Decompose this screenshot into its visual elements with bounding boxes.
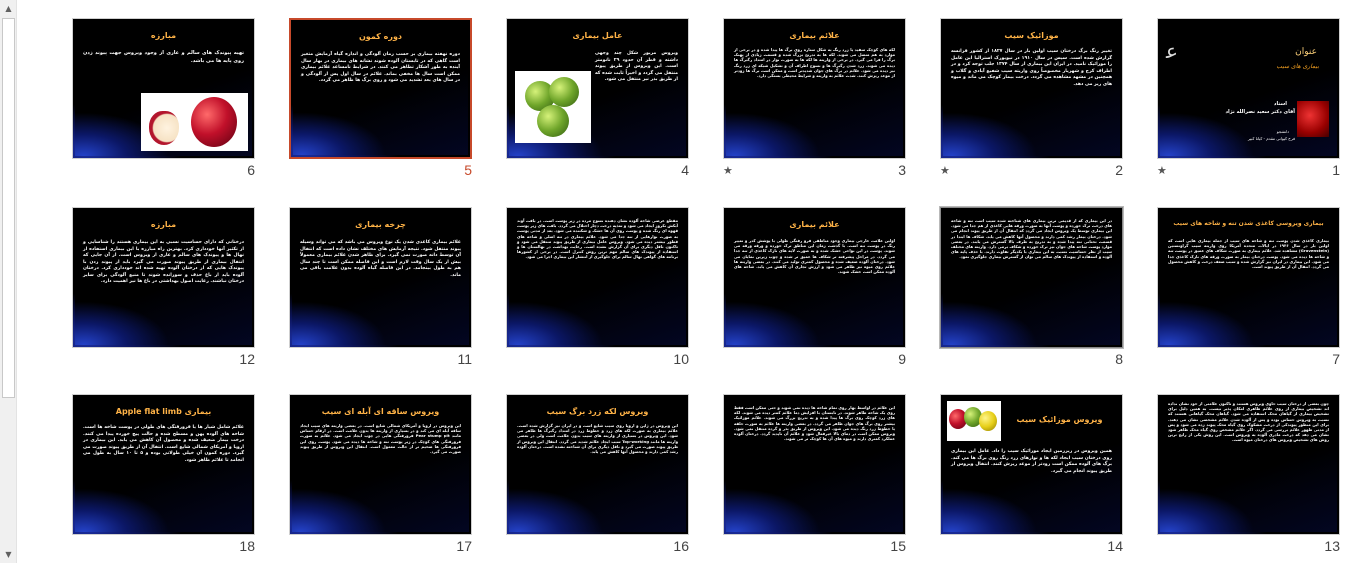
slide-number: 4 xyxy=(681,162,689,178)
slide-number: 1 xyxy=(1332,162,1340,178)
slide-item-12[interactable] xyxy=(72,207,289,382)
slide-body: تغییر رنگ برگ درختان سیب اولین بار در سال ۱۸۲۷ از کشور فرانسه گزارش شده است. سپس در سال ۱۹۱۰ در نیویورک استرالیا این عامل را موزائیک نامید. در ایران این بیماری از سال ۱۳۷۴ جلب توجه کرد و در اطراف کرج و شهریار مخصوصاً روی واریته سیب شفیع آبادی و گلاب و همچنین در مشهد مشاهده می گردد. درخت بیمار کوچک می ماند و میوه های ریز می دهد. xyxy=(951,49,1112,87)
slide-thumbnail[interactable] xyxy=(289,394,472,535)
slide-thumbnail[interactable] xyxy=(1157,18,1340,159)
slide-title: مبارزه xyxy=(150,220,177,229)
slide-title: بیماری Apple flat limb xyxy=(115,407,212,416)
transition-star-icon: ★ xyxy=(723,164,733,177)
slide-number: 9 xyxy=(898,351,906,367)
slide-item-2[interactable] xyxy=(940,18,1157,193)
slide-body: علائم شامل شیار ها یا فرورفتگی های طولی در پوست شاخه ها است. شاخه های آلوده پهن و مسطح شده و حالت پیچ خورده پیدا می کنند. درخت بیمار ضعیف شده و محصول آن کاهش می یابد. این بیماری در اروپا و آمریکای شمالی شایع است. انتقال آن از طریق پیوند صورت می گیرد. دوره کمون آن خیلی طولانی بوده و ۵ تا ۱۰ سال به طول می انجامد تا علائم ظاهر شود. xyxy=(83,425,244,463)
slide-title: عامل بیماری xyxy=(572,31,623,40)
slide-body: درختانی که دارای حساسیت نسبی به این بیماری هستند را شناسایی و از تکثیر آنها خودداری کرد. بهترین راه مبارزه با این بیماری استفاده از نهال ها و پیوندک های سالم و عاری از ویروس است. از آن جایی که انتقال بیماری از طریق پیوند صورت می گیرد باید از پیوند زدن با پیوندک هایی که از درختان آلوده تهیه شده اند خودداری کرد. درختان آلوده باید از باغ حذف و سوزانده شوند تا منبع آلودگی برای سایر درختان نباشند. رعایت اصول بهداشتی در باغ ها نیز اهمیت دارد. xyxy=(83,240,244,284)
green-apples-image xyxy=(515,71,591,143)
slide-body: همین ویروس در زیرزمین ایجاد موزائیک سیب را داد. عامل این بیماری روی درختان سیب ایجاد لکه ها و نوارهای زرد رنگ روی برگ ها می کند. برگ های آلوده ممکن است زودتر از موعد ریزش کنند. انتقال ویروس از طریق پیوند انجام می گیرد. xyxy=(951,449,1112,474)
slide-title: چرخه بیماری xyxy=(355,220,406,229)
slide-body: این ویروس در ژاپن و اروپا روی سیب شایع است و در ایران نیز گزارش شده است. علائم بیماری به صورت لکه های زرد و خطوط زرد در امتداد رگبرگ ها ظاهر می شود. این ویروس در بسیاری از واریته های سیب بدون علامت است ولی در بعضی واریته ها مانند Top-working سبب ایجاد علائم شدید می گردد. انتقال این ویروس از طریق پیوند صورت می گیرد و ناقل دیگری برای آن شناخته نشده است. درختان آلوده رشد کمی دارند و محصول آنها کاهش می یابد. xyxy=(517,423,678,455)
slide-title: دوره کمون xyxy=(358,32,403,41)
slide-thumbnail[interactable] xyxy=(723,18,906,159)
slide-body: علائم بیماری کاغذی شدن یک نوع ویروس می باشد که می تواند وسیله پیوند منتقل شود. نتیجه آزمایش های مختلف نشان داده است که انتقال آن توسط دانه صورت نمی گیرد. برای ظاهر شدن علائم بیماری معمولاً بیش از یک سال وقت لازم است و این فاصله ممکن است تا چند سال هم به طول بینجامد. در این فاصله گیاه آلوده بدون علامت باقی می ماند. xyxy=(300,240,461,278)
slide-number: 11 xyxy=(457,351,472,367)
slide-thumbnail[interactable] xyxy=(940,18,1123,159)
slide-number: 3 xyxy=(898,162,906,178)
slide-item-4[interactable] xyxy=(506,18,723,193)
slide-body: تهیه پیوندک های سالم و عاری از وجود ویروس جهت پیوند زدن روی پایه ها می باشد. xyxy=(83,50,244,64)
slide-number: 18 xyxy=(239,538,255,554)
slide-text: فرح کیوانی مقدم - کیانا کبیر xyxy=(1247,136,1295,141)
slide-item-14[interactable] xyxy=(940,394,1157,563)
scroll-up-arrow-icon[interactable]: ▲ xyxy=(1,1,16,16)
slide-body: مقطع عرضی شاخه آلوده نشان دهنده نسوج مرده در زیر پوست است. در بافت آوند آبکش نکروز ایجاد می شود و تغذیه درخت دچار اختلال می گردد. بافت های زیر پوست قهوه ای رنگ شده و پوست روی آن ها خشک و شکننده می شود. بعد از مدتی پوست به صورت نوارهایی از تنه جدا می شود. علائم بیماری در تنه اصلی و شاخه های قطور بیشتر دیده می شود. ویروس عامل بیماری از طریق پیوند منتقل می شود و تاکنون ناقل دیگری برای آن گزارش نشده است. رعایت بهداشت در نهالستان ها و استفاده از پیوندک های سالم مهم ترین روش کنترل است. در برخی از کشورها برنامه های گواهی نهال سالم برای جلوگیری از انتشار این بیماری اجرا می شود. xyxy=(517,218,678,260)
slide-thumbnail[interactable] xyxy=(940,394,1123,535)
slide-thumbnail[interactable] xyxy=(940,207,1123,348)
slide-item-18[interactable] xyxy=(72,394,289,563)
scroll-down-arrow-icon[interactable]: ▼ xyxy=(1,547,16,562)
slide-item-6[interactable] xyxy=(72,18,289,193)
slide-thumbnail[interactable] xyxy=(1157,207,1340,348)
red-apple-image xyxy=(141,93,248,151)
slide-text: آقای دکتر سعید نصرالله نژاد xyxy=(1225,109,1295,115)
slide-title: علائم بیماری xyxy=(789,31,840,40)
slide-title: موزائیک سیب xyxy=(1004,31,1059,40)
slide-title: مبارزه xyxy=(150,31,177,40)
transition-star-icon: ★ xyxy=(940,164,950,177)
slide-item-13[interactable] xyxy=(1157,394,1366,563)
slide-body: این علائم در اواسط بهار روی تمام شاخه ها دیده نمی شوند و حتی ممکن است فقط روی یک شاخه ظاهر شوند. در تابستان با افزایش دما علائم کمتر دیده می شوند. لکه های زرد کوچک روی برگ ها پیدا شده و به تدریج بزرگ می شوند. علائم موزائیک بیشتر روی برگ های جوان ظاهر می گردد. در بعضی واریته ها علائم به صورت حلقه یا خطوط زرد رنگ دیده می شود. این ویروس از طریق بذر و گرده منتقل نمی شود. ویروس ممکن است در دمای بالا غیرفعال شود و علائم آن ناپدید گردد. درختان آلوده عملکرد کمتری دارند و میوه های آن ها کوچک تر می شوند. xyxy=(734,405,895,442)
slide-body: بیماری کاغذی شدن پوست تنه و شاخه های سیب از جمله بیماری هایی است که اولین بار در سال ۱۹۴۶ در ایالات متحده آمریکا روی واریته سیب گراونستین (Gravenstein) مشاهده شد. علائم بیماری به صورت شکاف های عمیق در پوست تنه و شاخه ها دیده می شود. پوست درختان بیمار به صورت ورقه های نازک کاغذی جدا می شود. این بیماری در ایران نیز گزارش شده و سبب ضعف درخت و کاهش محصول می گردد. انتقال آن از طریق پیوند است. xyxy=(1168,238,1329,270)
slide-number: 13 xyxy=(1324,538,1340,554)
slide-thumbnail[interactable] xyxy=(723,394,906,535)
slide-body: دوره نهفته بیماری بر حسب زمان آلودگی و اندازه گیاه آزمایش متغیر است گاهی که در تابستان آلوده شوند نشانه های بیماری در بهار سال آینده به طور آشکار تظاهر می کنند. در شرایط نامساعد علائم بیماری ممکن است سال ها مخفی بماند. علائم در سال اول پس از آلودگی و در سال های بعد تشدید می شود و روی برگ ها ظاهر می گردد. xyxy=(301,52,460,83)
slide-subtitle: بیماری های سیب xyxy=(1276,63,1319,70)
slide-title: علائم بیماری xyxy=(789,220,840,229)
slide-item-10[interactable] xyxy=(506,207,723,382)
slide-thumbnail[interactable] xyxy=(506,394,689,535)
slide-text: استاد xyxy=(1273,101,1287,107)
slide-body: این ویروس در اروپا و آمریکای شمالی شایع است. در بعضی واریته های سیب ایجاد ساقه آبله ای می کند و در بسیاری از واریته ها بدون علامت است. در ارقام حساس مانند Pear stump pit فرورفتگی هایی در چوب ایجاد می شود. علائم به صورت فرورفتگی های کوچک در زیر پوست تنه و شاخه ها دیده می شود. پوست روی این فرورفتگی ها ضخیم تر از حالت معمول است. انتقال این ویروس از طریق پیوند صورت می گیرد. xyxy=(300,423,461,455)
slide-number: 8 xyxy=(1115,351,1123,367)
slide-item-17[interactable] xyxy=(289,394,506,563)
slide-body: اولین علامت خارجی بیماری وجود مناطقی فرو رفتگی طولی با پوشش کدر و تغییر رنگ در پوست تنه است. با گذشت زمان این مناطق ترک خورده و ورقه ورقه می شوند. پوست در این نواحی خشک شده و به صورت لایه های نازک کاغذی از تنه جدا می گردد. در مراحل پیشرفته تر شکاف ها عمیق تر شده و چوب زیرین نمایان می شود. درختان آلوده ضعیف شده و محصول کمتری تولید می کنند. در بعضی واریته ها علائم روی میوه نیز ظاهر می شود و ارزش تجاری آن کاهش می یابد. شاخه های آلوده ممکن است خشک شوند. xyxy=(734,238,895,275)
slide-body: در این بیماری که از قدیمی ترین بیماری های شناخته شده سیب است تنه و شاخه های درخت ترک خورده و پوست آنها به صورت ورقه هایی کاغذی از هم جدا می شود. این بیماری توسط یک ویروس ایجاد می گردد که انتقال آن از طریق پیوند انجام می شود. درختان بیمار رشد کمی دارند و محصول آنها کاهش می یابد. شکاف ها ابتدا در قسمت تحتانی تنه پیدا شده و به تدریج به طرف بالا گسترش می یابند. در بعضی موارد پوست شاخه های جوان نیز ترک خورده و شکاف برمی دارد. واریته های مختلف سیب از نظر حساسیت نسبت به این بیماری با یکدیگر تفاوت دارند. با حذف پایه های آلوده و استفاده از پیوندک های سالم می توان از گسترش بیماری جلوگیری نمود. xyxy=(951,218,1112,260)
slide-thumbnail[interactable] xyxy=(72,394,255,535)
slide-thumbnail[interactable] xyxy=(289,207,472,348)
slide-item-16[interactable] xyxy=(506,394,723,563)
slide-thumbnail[interactable] xyxy=(1157,394,1340,535)
slide-number: 16 xyxy=(673,538,689,554)
slide-title: عنوان xyxy=(1295,47,1317,57)
slide-number: 17 xyxy=(456,538,472,554)
slide-item-15[interactable] xyxy=(723,394,940,563)
slide-number: 5 xyxy=(464,162,472,178)
slide-number: 2 xyxy=(1115,162,1123,178)
slide-title: ویروس ساقه ای آبله ای سیب xyxy=(321,407,440,416)
slide-body: چون بعضی از درختان سیب حاوی ویروس هستند و تاکنون علامتی از خود نشان نداده اند تشخیص بیماری از روی علائم ظاهری امکان پذیر نیست. به همین دلیل برای تشخیص بیماری از گیاهان محک استفاده می شود. گیاهان محک گیاهانی هستند که نسبت به ویروس حساس بوده و پس از آلوده شدن علائم مشخصی نشان می دهند. برای این منظور پیوندکی از درخت مشکوک روی گیاه محک پیوند زده می شود و پس از مدتی ظهور علائم بررسی می گردد. اگر علائم مشخص روی گیاه محک ظاهر شود نشان می دهد که درخت مادری آلوده به ویروس است. این روش یکی از رایج ترین روش های تشخیص ویروس های درختان میوه است. xyxy=(1168,401,1329,443)
slide-thumbnail[interactable] xyxy=(289,18,472,159)
slide-body: ویروس مزبور شکل چند وجهی داشته و قطر آن حدود ۲۹ نانومتر است. این ویروس از طریق پیوند منتقل می گردد و اخیراً ثابت شده که از طریق بذر نیز منتقل می شود. xyxy=(595,51,678,82)
slide-title: ویروس موزائیک سیب xyxy=(1016,415,1103,424)
slide-body: لکه های کوچک سفید یا زرد رنگ به شکل ستاره روی برگ ها پیدا شده و در برخی از موارد به هم متصل می شوند. لکه ها به تدریج بزرگ شده و قسمت زیادی از پهنک برگ را فرا می گیرد. در برخی از واریته ها لکه ها به صورت نوار در امتداد رگبرگ ها دیده می شوند. زرد شدن رگبرگ ها و نسوج اطراف آن و تشکیل شبکه ای زرد رنگ نیز دیده می شود. علائم در برگ های جوان شدیدتر است و ممکن است برگ ها زودتر از موعد ریزش کنند. شدت علائم به واریته و شرایط محیطی بستگی دارد. xyxy=(734,47,895,79)
slide-number: 6 xyxy=(247,162,255,178)
slide-number: 10 xyxy=(673,351,689,367)
apples-image xyxy=(947,401,1001,441)
slide-title: بیماری ویروسی کاغذی شدن تنه و شاخه های سیب xyxy=(1173,220,1324,227)
slide-thumbnail[interactable] xyxy=(506,207,689,348)
slide-thumbnail[interactable] xyxy=(72,18,255,159)
slide-number: 15 xyxy=(890,538,906,554)
calligraphy-logo-icon: ﻋ xyxy=(1166,39,1178,63)
slide-thumbnail[interactable] xyxy=(723,207,906,348)
slide-item-5[interactable] xyxy=(289,18,506,193)
slide-number: 12 xyxy=(239,351,255,367)
slide-text: دانشجو xyxy=(1276,129,1289,134)
slide-number: 7 xyxy=(1332,351,1340,367)
slide-number: 14 xyxy=(1107,538,1123,554)
slide-item-9[interactable] xyxy=(723,207,940,382)
slide-item-7[interactable] xyxy=(1157,207,1366,382)
slide-thumbnail[interactable] xyxy=(72,207,255,348)
slide-title: ویروس لکه زرد برگ سیب xyxy=(546,407,649,416)
slide-item-8[interactable] xyxy=(940,207,1157,382)
slide-item-11[interactable] xyxy=(289,207,506,382)
slide-item-3[interactable] xyxy=(723,18,940,193)
slide-thumbnail[interactable] xyxy=(506,18,689,159)
slide-item-1[interactable] xyxy=(1157,18,1366,193)
apple-image xyxy=(1297,101,1329,137)
transition-star-icon: ★ xyxy=(1157,164,1167,177)
